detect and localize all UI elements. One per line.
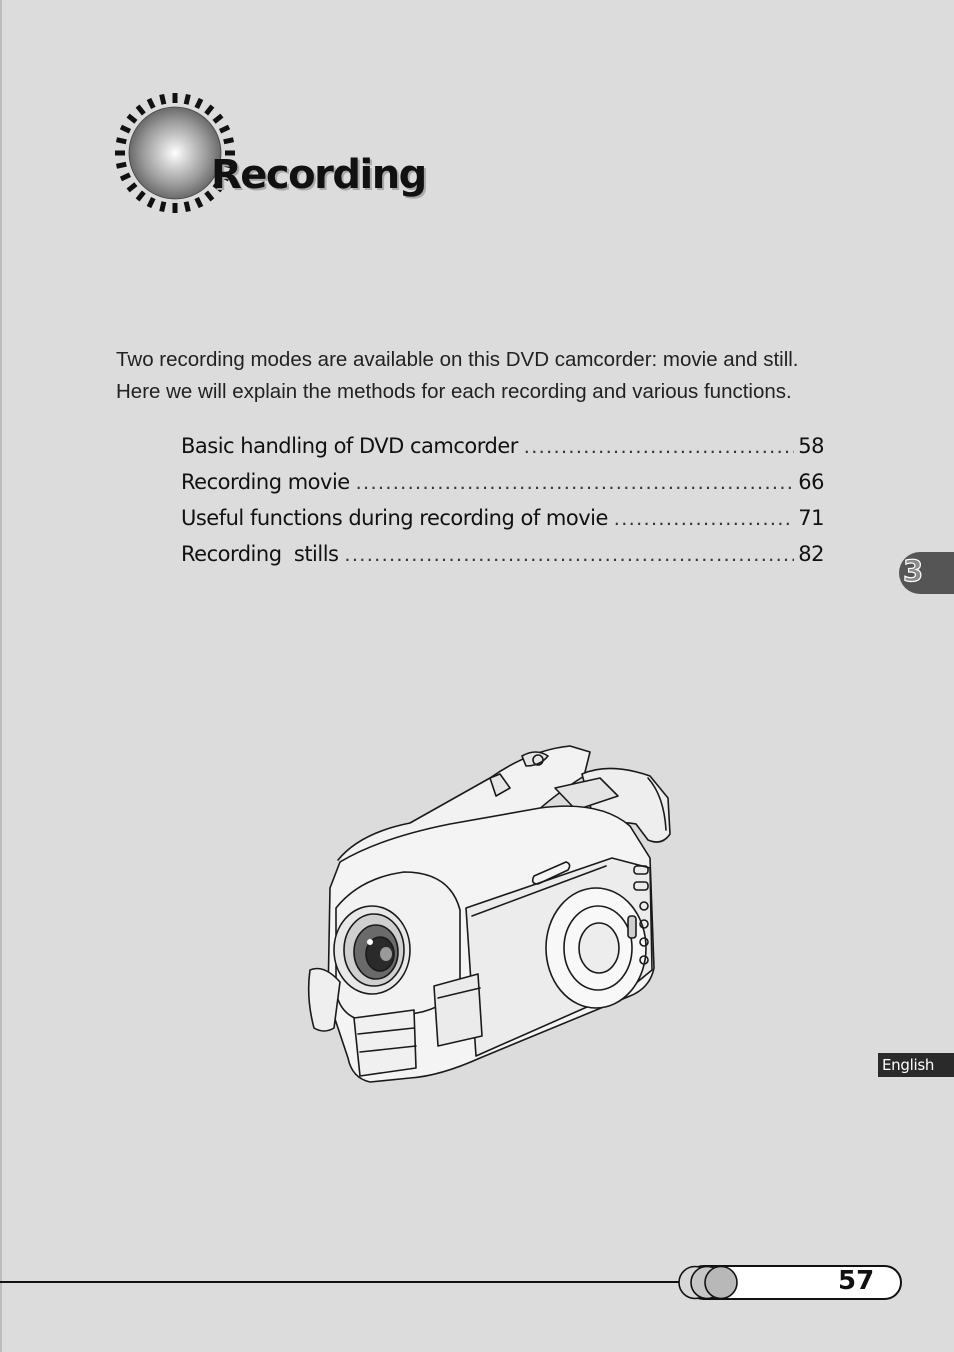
chapter-tab bbox=[899, 552, 954, 594]
toc-entry-label: Recording stills bbox=[181, 542, 339, 566]
toc-entry-label: Recording movie bbox=[181, 470, 350, 494]
emblem-ray bbox=[121, 127, 130, 131]
emblem-ray bbox=[162, 95, 164, 105]
toc-entry-page: 71 bbox=[798, 506, 824, 530]
emblem-ray bbox=[121, 175, 130, 179]
toc-entry-recording-stills[interactable] bbox=[181, 542, 824, 578]
toc-entry-page: 66 bbox=[798, 470, 824, 494]
toc-leader-dots bbox=[524, 435, 794, 459]
emblem-ray bbox=[186, 202, 188, 212]
toc-entry-basic-handling[interactable] bbox=[181, 434, 824, 470]
emblem-ray bbox=[197, 198, 201, 207]
toc-leader-dots bbox=[356, 471, 795, 495]
emblem-ray bbox=[162, 202, 164, 212]
toc-entry-recording-movie[interactable] bbox=[181, 470, 824, 506]
emblem-ray bbox=[224, 140, 234, 142]
footer-rule bbox=[0, 1281, 700, 1283]
toc-entry-useful-functions[interactable] bbox=[181, 506, 824, 542]
intro-line-1: Two recording modes are available on this DVD camcorder: movie and still. bbox=[116, 348, 799, 371]
chapter-number: 3 bbox=[903, 554, 924, 588]
emblem-ray bbox=[117, 140, 127, 142]
emblem-ray bbox=[206, 106, 212, 114]
table-of-contents bbox=[181, 434, 824, 578]
toc-leader-dots bbox=[614, 507, 794, 531]
page-title: Recording bbox=[211, 152, 426, 198]
emblem-ray bbox=[138, 106, 144, 114]
emblem-ray bbox=[128, 184, 136, 190]
page-number: 57 bbox=[838, 1266, 875, 1296]
page-edge bbox=[0, 0, 2, 1352]
intro-text bbox=[116, 344, 896, 408]
language-label: English bbox=[882, 1056, 935, 1074]
toc-entry-page: 82 bbox=[798, 542, 824, 566]
intro-line-2: Here we will explain the methods for each recording and various functions. bbox=[116, 380, 792, 403]
emblem-ray bbox=[197, 99, 201, 108]
emblem-ray bbox=[149, 198, 153, 207]
dvd-camcorder-illustration bbox=[300, 738, 680, 1093]
toc-entry-label: Useful functions during recording of movie bbox=[181, 506, 608, 530]
emblem-ray bbox=[149, 99, 153, 108]
emblem-ray bbox=[214, 116, 222, 122]
toc-leader-dots bbox=[345, 543, 795, 567]
emblem-ray bbox=[220, 127, 229, 131]
language-tab bbox=[878, 1053, 954, 1077]
emblem-ray bbox=[138, 192, 144, 200]
emblem-ray bbox=[186, 95, 188, 105]
emblem-ray bbox=[117, 164, 127, 166]
toc-entry-page: 58 bbox=[798, 434, 824, 458]
emblem-ray bbox=[128, 116, 136, 122]
toc-entry-label: Basic handling of DVD camcorder bbox=[181, 434, 518, 458]
